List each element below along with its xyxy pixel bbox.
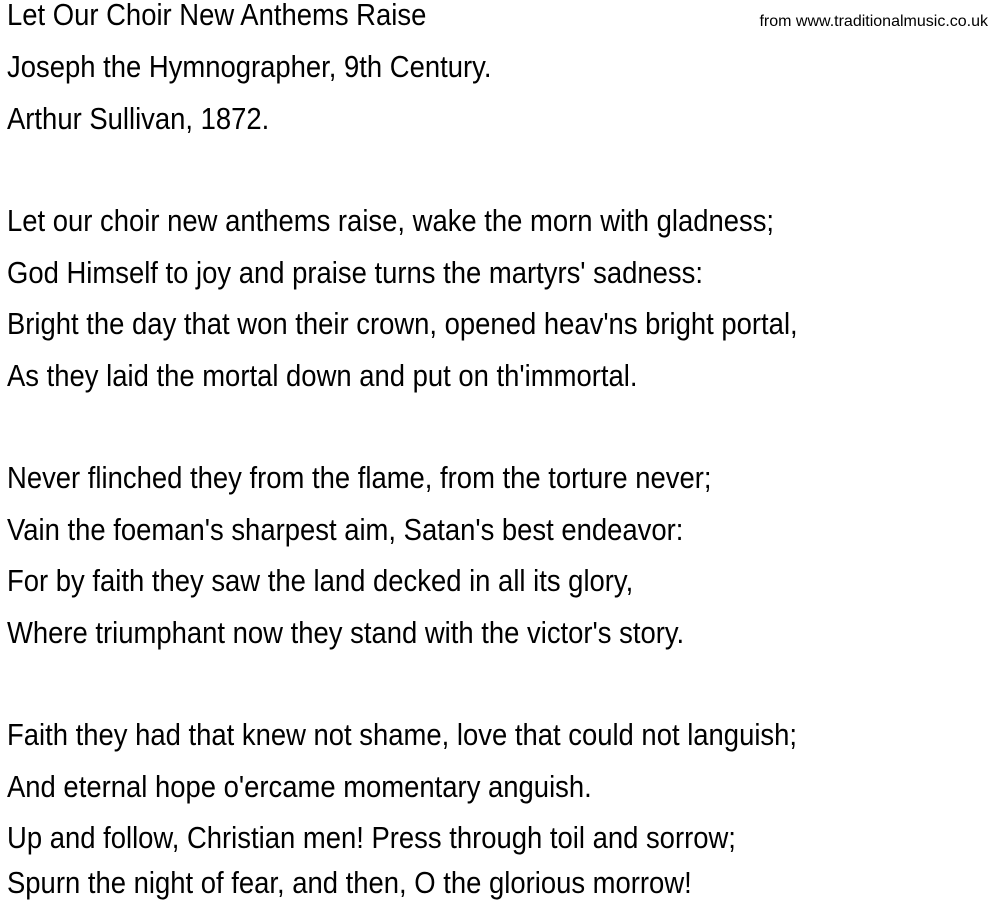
verse-line: As they laid the mortal down and put on th'immortal. bbox=[7, 358, 638, 393]
verse-line: And eternal hope o'ercame momentary anguish. bbox=[7, 769, 592, 804]
verse-line: Let our choir new anthems raise, wake the morn with gladness; bbox=[7, 203, 775, 238]
verse-line: For by faith they saw the land decked in all its glory, bbox=[7, 563, 634, 598]
verse-line: Vain the foeman's sharpest aim, Satan's best endeavor: bbox=[7, 512, 684, 547]
verse-line: Never flinched they from the flame, from the torture never; bbox=[7, 460, 712, 495]
verse-line: Faith they had that knew not shame, love that could not languish; bbox=[7, 717, 798, 752]
verse-line: Bright the day that won their crown, opened heav'ns bright portal, bbox=[7, 306, 798, 341]
source-credit: from www.traditionalmusic.co.uk bbox=[759, 13, 988, 30]
verse-line: Where triumphant now they stand with the victor's story. bbox=[7, 615, 685, 650]
hymn-author: Joseph the Hymnographer, 9th Century. bbox=[7, 49, 492, 84]
verse-line: Spurn the night of fear, and then, O the glorious morrow! bbox=[7, 865, 692, 900]
hymn-composer: Arthur Sullivan, 1872. bbox=[7, 101, 270, 136]
verse-line: God Himself to joy and praise turns the martyrs' sadness: bbox=[7, 255, 703, 290]
hymn-title: Let Our Choir New Anthems Raise bbox=[7, 0, 427, 32]
verse-line: Up and follow, Christian men! Press through toil and sorrow; bbox=[7, 820, 736, 855]
